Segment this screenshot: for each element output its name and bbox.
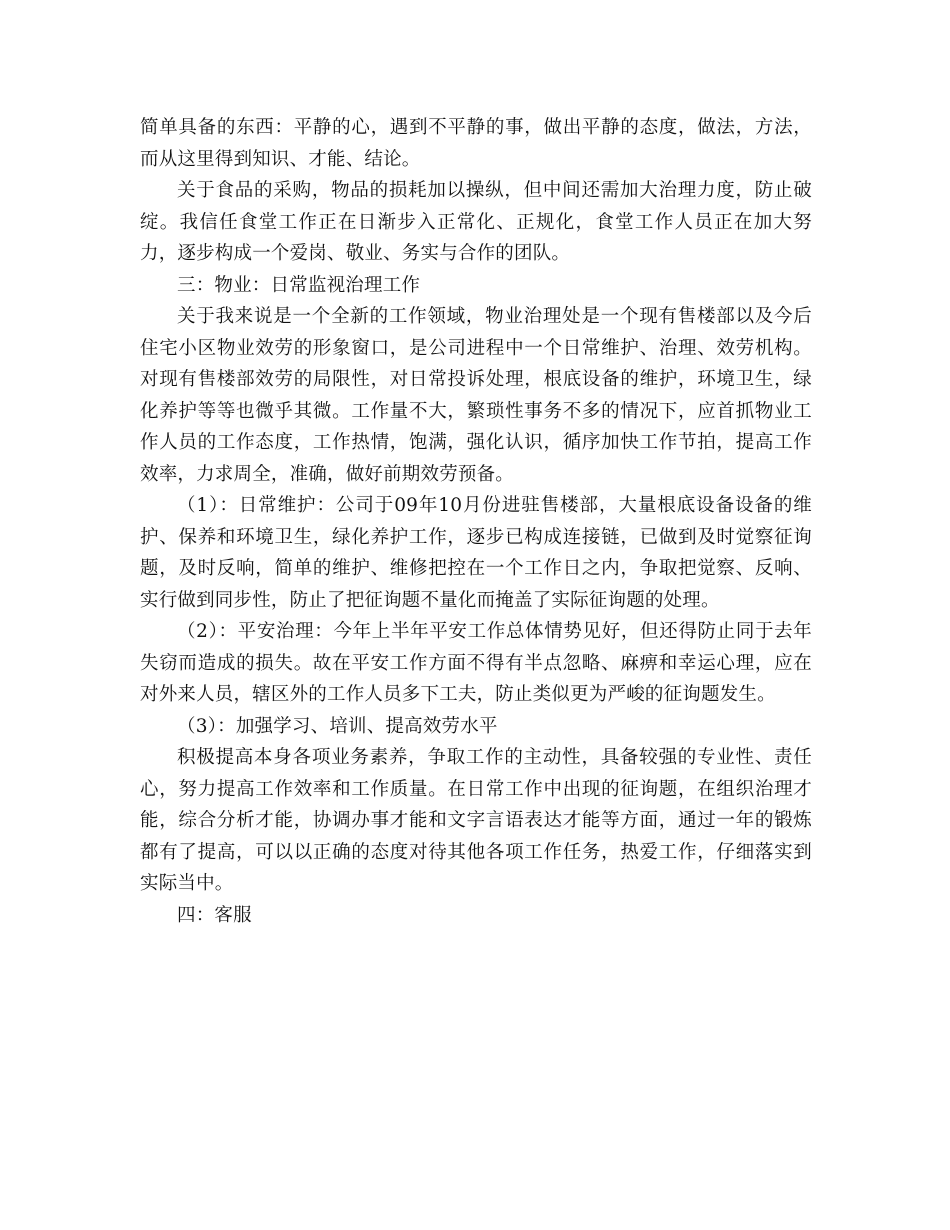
section-heading-customer-service: 四：客服 (177, 904, 252, 926)
paragraph-continuation: 简单具备的东西：平静的心，遇到不平静的事，做出平静的态度，做法，方法，而从这里得到知识、才能、结论。 (140, 117, 812, 170)
section-heading-property: 三：物业：日常监视治理工作 (177, 274, 421, 296)
document-body (140, 112, 812, 931)
paragraph-safety-management: （2）：平安治理：今年上半年平安工作总体情势见好，但还得防止同于去年失窃而造成的损失。故在平安工作方面不得有半点忽略、麻痹和幸运心理，应在对外来人员，辖区外的工作人员多下工夫，防止类似更为严峻的征询题发生。 (140, 621, 812, 705)
paragraph-property-intro: 关于我来说是一个全新的工作领域，物业治理处是一个现有售楼部以及今后住宅小区物业效劳的形象窗口，是公司进程中一个日常维护、治理、效劳机构。对现有售楼部效劳的局限性，对日常投诉处理，根底设备的维护，环境卫生，绿化养护等等也微乎其微。工作量不大，繁琐性事务不多的情况下，应首抓物业工作人员的工作态度，工作热情，饱满，强化认识，循序加快工作节拍，提高工作效率，力求周全，准确，做好前期效劳预备。 (140, 306, 812, 485)
subheading-training: （3）：加强学习、培训、提高效劳水平 (177, 715, 498, 737)
paragraph-daily-maintenance: （1）：日常维护：公司于09年10月份进驻售楼部，大量根底设备设备的维护、保养和环境卫生，绿化养护工作，逐步已构成连接链，已做到及时觉察征询题，及时反响，简单的维护、维修把控在一个工作日之内，争取把觉察、反响、实行做到同步性，防止了把征询题不量化而掩盖了实际征询题的处理。 (140, 495, 812, 611)
paragraph-study: 积极提高本身各项业务素养，争取工作的主动性，具备较强的专业性、责任心，努力提高工作效率和工作质量。在日常工作中出现的征询题，在组织治理才能，综合分析才能，协调办事才能和文字言语表达才能等方面，通过一年的锻炼都有了提高，可以以正确的态度对待其他各项工作任务，热爱工作，仔细落实到实际当中。 (140, 747, 812, 894)
paragraph-canteen-procurement: 关于食品的采购，物品的损耗加以操纵，但中间还需加大治理力度，防止破绽。我信任食堂工作正在日渐步入正常化、正规化，食堂工作人员正在加大努力，逐步构成一个爱岗、敬业、务实与合作的团队。 (140, 180, 812, 264)
